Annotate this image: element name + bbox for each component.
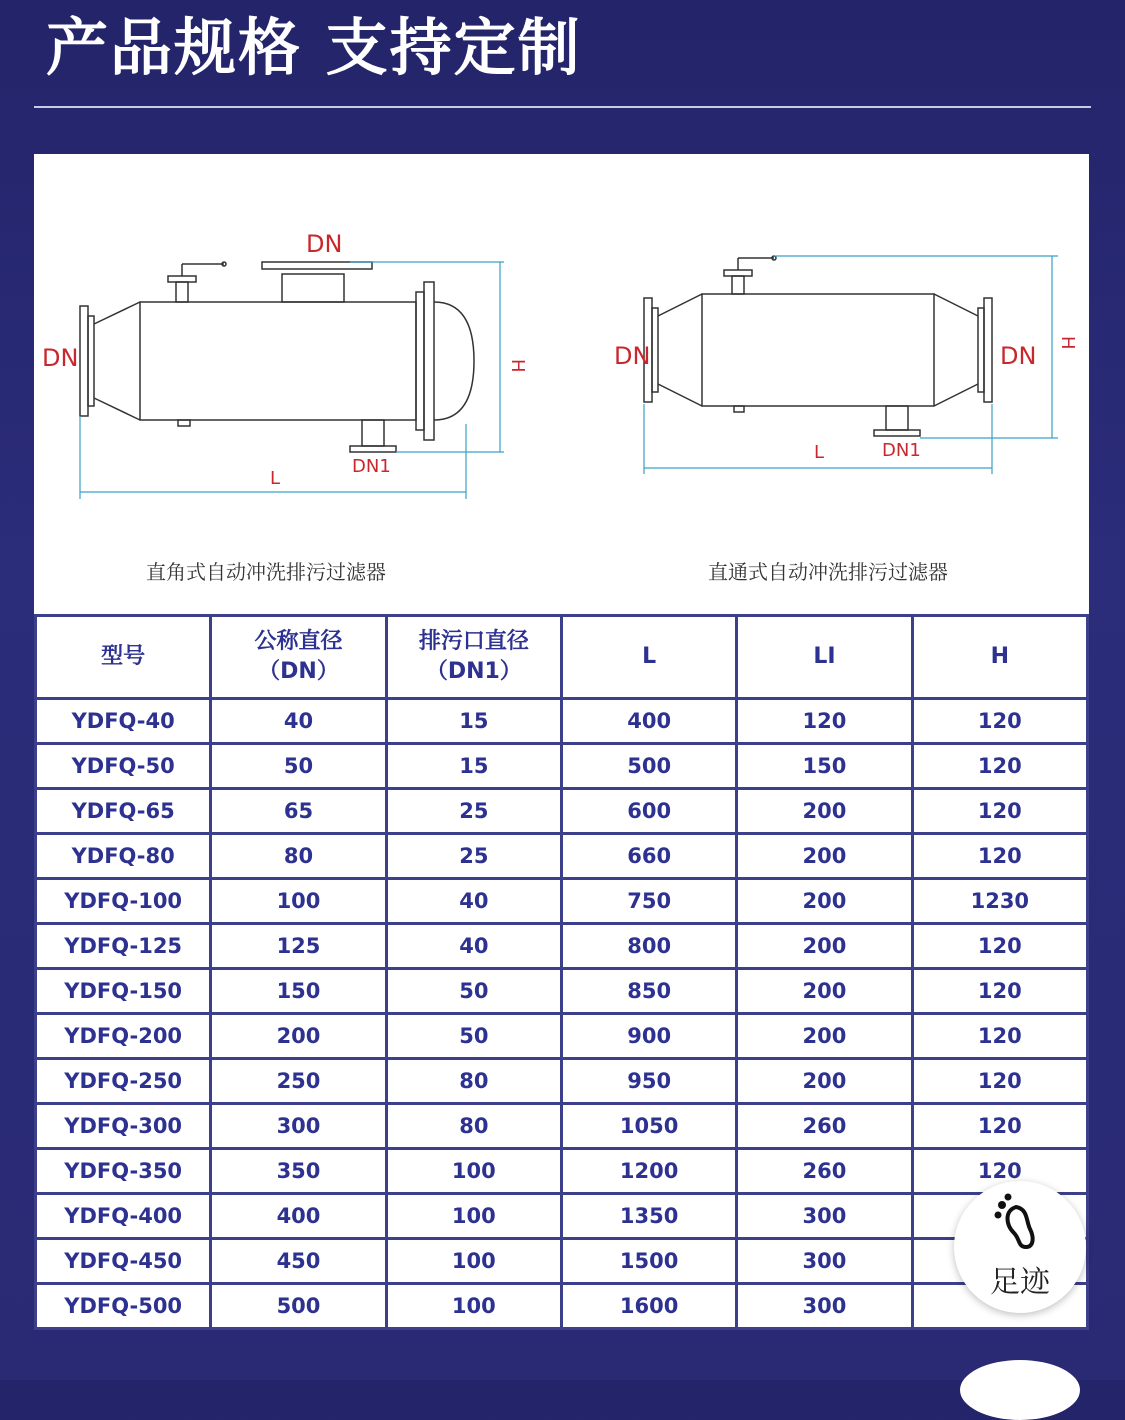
label-l-right: L — [814, 442, 825, 463]
cell-dn1: 100 — [386, 1284, 561, 1329]
cell-l1: 200 — [737, 789, 912, 834]
cell-dn1: 100 — [386, 1239, 561, 1284]
cell-model: YDFQ-50 — [36, 744, 211, 789]
cell-l: 500 — [561, 744, 736, 789]
right-angle-filter-dimensions — [80, 262, 504, 499]
table-row — [36, 789, 1088, 834]
corner-bubble — [960, 1360, 1080, 1420]
cell-dn1: 50 — [386, 969, 561, 1014]
cell-dn: 50 — [211, 744, 386, 789]
label-dn1: DN1 — [352, 456, 391, 477]
cell-model: YDFQ-500 — [36, 1284, 211, 1329]
table-row — [36, 1149, 1088, 1194]
page-title: 产品规格 支持定制 — [46, 11, 582, 84]
cell-model: YDFQ-150 — [36, 969, 211, 1014]
cell-dn: 350 — [211, 1149, 386, 1194]
cell-dn1: 100 — [386, 1194, 561, 1239]
cell-l: 1350 — [561, 1194, 736, 1239]
cell-model: YDFQ-40 — [36, 699, 211, 744]
table-row — [36, 969, 1088, 1014]
cell-h: 120 — [912, 789, 1087, 834]
cell-h: 120 — [912, 1104, 1087, 1149]
cell-l1: 300 — [737, 1194, 912, 1239]
filter-diagrams — [34, 154, 1089, 614]
table-row — [36, 744, 1088, 789]
cell-l1: 200 — [737, 879, 912, 924]
cell-l1: 150 — [737, 744, 912, 789]
cell-dn1: 25 — [386, 834, 561, 879]
cell-dn: 125 — [211, 924, 386, 969]
cell-l1: 200 — [737, 969, 912, 1014]
table-row — [36, 924, 1088, 969]
cell-l: 900 — [561, 1014, 736, 1059]
label-dn1-right: DN1 — [882, 440, 921, 461]
table-row — [36, 1284, 1088, 1329]
cell-dn1: 40 — [386, 924, 561, 969]
cell-dn1: 80 — [386, 1104, 561, 1149]
cell-dn: 300 — [211, 1104, 386, 1149]
cell-h: 120 — [912, 924, 1087, 969]
label-h: H — [507, 359, 528, 373]
cell-h: 1230 — [912, 879, 1087, 924]
cell-model: YDFQ-125 — [36, 924, 211, 969]
cell-h: 120 — [912, 1059, 1087, 1104]
cell-l1: 260 — [737, 1104, 912, 1149]
cell-dn1: 15 — [386, 699, 561, 744]
cell-dn1: 25 — [386, 789, 561, 834]
footprint-label: 足迹 — [990, 1265, 1050, 1300]
cell-model: YDFQ-400 — [36, 1194, 211, 1239]
cell-model: YDFQ-250 — [36, 1059, 211, 1104]
label-h-right: H — [1057, 336, 1078, 350]
cell-l: 600 — [561, 789, 736, 834]
label-dn-top: DN — [306, 230, 343, 258]
cell-dn1: 40 — [386, 879, 561, 924]
table-row — [36, 1014, 1088, 1059]
header-l1: LI — [737, 616, 912, 699]
cell-dn1: 80 — [386, 1059, 561, 1104]
cell-model: YDFQ-300 — [36, 1104, 211, 1149]
cell-l1: 200 — [737, 834, 912, 879]
table-body — [36, 699, 1088, 1329]
footprint-button[interactable] — [954, 1181, 1086, 1313]
cell-dn1: 15 — [386, 744, 561, 789]
cell-dn: 65 — [211, 789, 386, 834]
table-row — [36, 1239, 1088, 1284]
title-divider — [34, 106, 1091, 108]
cell-h: 120 — [912, 744, 1087, 789]
cell-l: 400 — [561, 699, 736, 744]
cell-dn: 450 — [211, 1239, 386, 1284]
cell-dn: 150 — [211, 969, 386, 1014]
cell-l1: 200 — [737, 1059, 912, 1104]
cell-l1: 200 — [737, 924, 912, 969]
diagram-panel — [34, 154, 1089, 614]
table-row — [36, 699, 1088, 744]
cell-model: YDFQ-80 — [36, 834, 211, 879]
cell-dn1: 100 — [386, 1149, 561, 1194]
cell-model: YDFQ-350 — [36, 1149, 211, 1194]
straight-filter-drawing — [644, 256, 992, 436]
table-row — [36, 1194, 1088, 1239]
header-h: H — [912, 616, 1087, 699]
table-header-row — [36, 616, 1088, 699]
label-dn-right: DN — [1000, 342, 1037, 370]
cell-l: 660 — [561, 834, 736, 879]
cell-dn: 250 — [211, 1059, 386, 1104]
cell-h: 120 — [912, 1014, 1087, 1059]
cell-model: YDFQ-450 — [36, 1239, 211, 1284]
cell-l: 750 — [561, 879, 736, 924]
cell-model: YDFQ-200 — [36, 1014, 211, 1059]
cell-l1: 300 — [737, 1239, 912, 1284]
cell-l: 800 — [561, 924, 736, 969]
caption-right-angle-filter: 直角式自动冲洗排污过滤器 — [146, 560, 386, 584]
cell-dn: 200 — [211, 1014, 386, 1059]
cell-l: 1600 — [561, 1284, 736, 1329]
cell-l1: 120 — [737, 699, 912, 744]
cell-l: 1200 — [561, 1149, 736, 1194]
cell-l1: 300 — [737, 1284, 912, 1329]
table-row — [36, 1104, 1088, 1149]
cell-l1: 200 — [737, 1014, 912, 1059]
caption-straight-filter: 直通式自动冲洗排污过滤器 — [708, 560, 948, 584]
header-l: L — [561, 616, 736, 699]
cell-h: 120 — [912, 699, 1087, 744]
cell-l: 950 — [561, 1059, 736, 1104]
cell-dn: 100 — [211, 879, 386, 924]
cell-model: YDFQ-65 — [36, 789, 211, 834]
cell-h: 120 — [912, 1149, 1087, 1194]
label-l: L — [270, 468, 281, 489]
header-dn1: 排污口直径 （DN1） — [386, 616, 561, 699]
table-row — [36, 879, 1088, 924]
footprint-icon — [994, 1193, 1046, 1253]
right-angle-filter-drawing — [80, 262, 474, 452]
label-dn-side: DN — [42, 344, 79, 372]
table-row — [36, 834, 1088, 879]
cell-model: YDFQ-100 — [36, 879, 211, 924]
cell-h: 120 — [912, 969, 1087, 1014]
cell-dn1: 50 — [386, 1014, 561, 1059]
table-row — [36, 1059, 1088, 1104]
cell-l: 1050 — [561, 1104, 736, 1149]
header-dn: 公称直径 （DN） — [211, 616, 386, 699]
straight-filter-dimensions — [644, 256, 1058, 474]
cell-h: 120 — [912, 834, 1087, 879]
cell-l: 1500 — [561, 1239, 736, 1284]
cell-l: 850 — [561, 969, 736, 1014]
spec-table — [34, 614, 1089, 1330]
cell-dn: 40 — [211, 699, 386, 744]
cell-dn: 400 — [211, 1194, 386, 1239]
cell-dn: 80 — [211, 834, 386, 879]
cell-dn: 500 — [211, 1284, 386, 1329]
cell-l1: 260 — [737, 1149, 912, 1194]
header-model: 型号 — [36, 616, 211, 699]
label-dn-left: DN — [614, 342, 651, 370]
